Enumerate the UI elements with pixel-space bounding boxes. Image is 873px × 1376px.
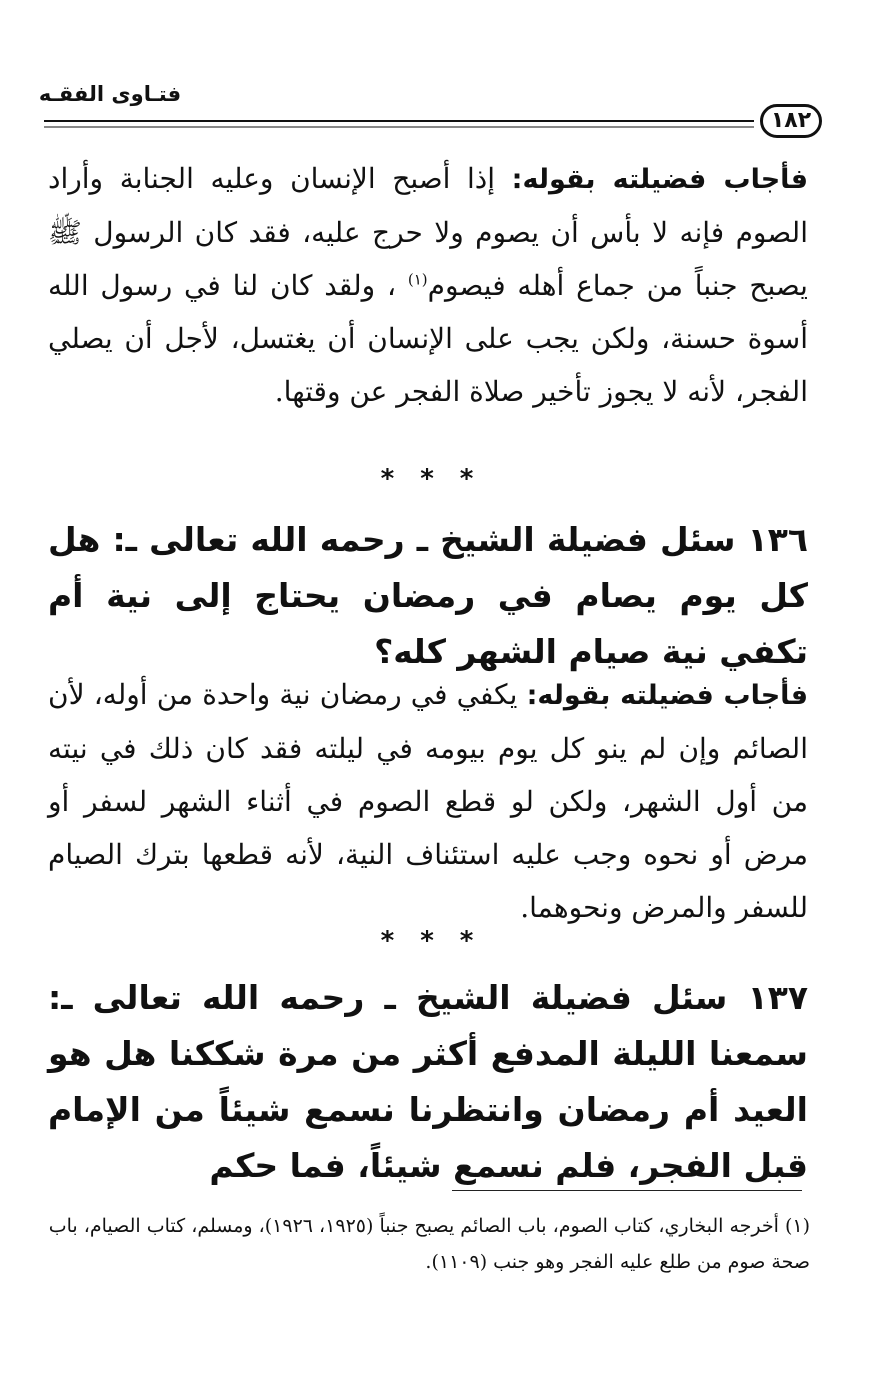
footnote-reference: (١) xyxy=(407,270,428,289)
footnote-1: (١) أخرجه البخاري، كتاب الصوم، باب الصائم يصبح جنباً (١٩٢٥، ١٩٢٦)، ومسلم، كتاب الصيام، باب صحة صوم من طلع عليه الفجر وهو جنب (١١٠٩). xyxy=(48,1215,810,1273)
answer-text-continued: ، ولقد كان لنا في رسول الله أسوة حسنة، ولكن يجب على الإنسان أن يغتسل، لأجل أن يصلي الفجر، لأنه لا يجوز تأخير صلاة الفجر عن وقتها. xyxy=(48,269,808,408)
running-title: فتـاوى الفقـه xyxy=(38,82,182,106)
page-number: ١٨٢ xyxy=(760,104,822,138)
header-double-rule xyxy=(44,108,754,138)
answer-text: يكفي في رمضان نية واحدة من أوله، لأن الصائم وإن لم ينو كل يوم بيومه في ليلته فقد كان ذلك في نيته من أول الشهر، ولكن لو قطع الصوم في أثناء الشهر لسفر أو مرض أو نحوه وجب عليه استئناف النية، لأنه قطعها بترك الصيام للسفر والمرض ونحوهما. xyxy=(48,678,808,924)
answer-lead: فأجاب فضيلته بقوله: xyxy=(526,680,808,711)
question-137: ١٣٧ سئل فضيلة الشيخ ـ رحمه الله تعالى ـ: سمعنا الليلة المدفع أكثر من مرة شككنا هل هو العيد أم رمضان وانتظرنا نسمع شيئاً من الإمام قبل الفجر، فلم نسمع شيئاً، فما حكم xyxy=(48,978,808,1185)
answer-paragraph-1 xyxy=(48,152,808,418)
answer-lead: فأجاب فضيلته بقوله: xyxy=(511,164,808,195)
footnote-rule xyxy=(452,1190,802,1191)
answer-text: إذا أصبح الإنسان وعليه الجنابة وأراد الصوم فإنه لا بأس أن يصوم ولا حرج عليه، فقد كان الرسول ﷺ يصبح جنباً من جماع أهله فيصوم xyxy=(48,162,808,302)
section-separator: *** xyxy=(380,926,500,956)
answer-paragraph-2 xyxy=(48,668,808,934)
question-136: ١٣٦ سئل فضيلة الشيخ ـ رحمه الله تعالى ـ: هل كل يوم يصام في رمضان يحتاج إلى نية أم تكفي نية صيام الشهر كله؟ xyxy=(48,520,808,671)
section-separator: *** xyxy=(380,464,500,494)
